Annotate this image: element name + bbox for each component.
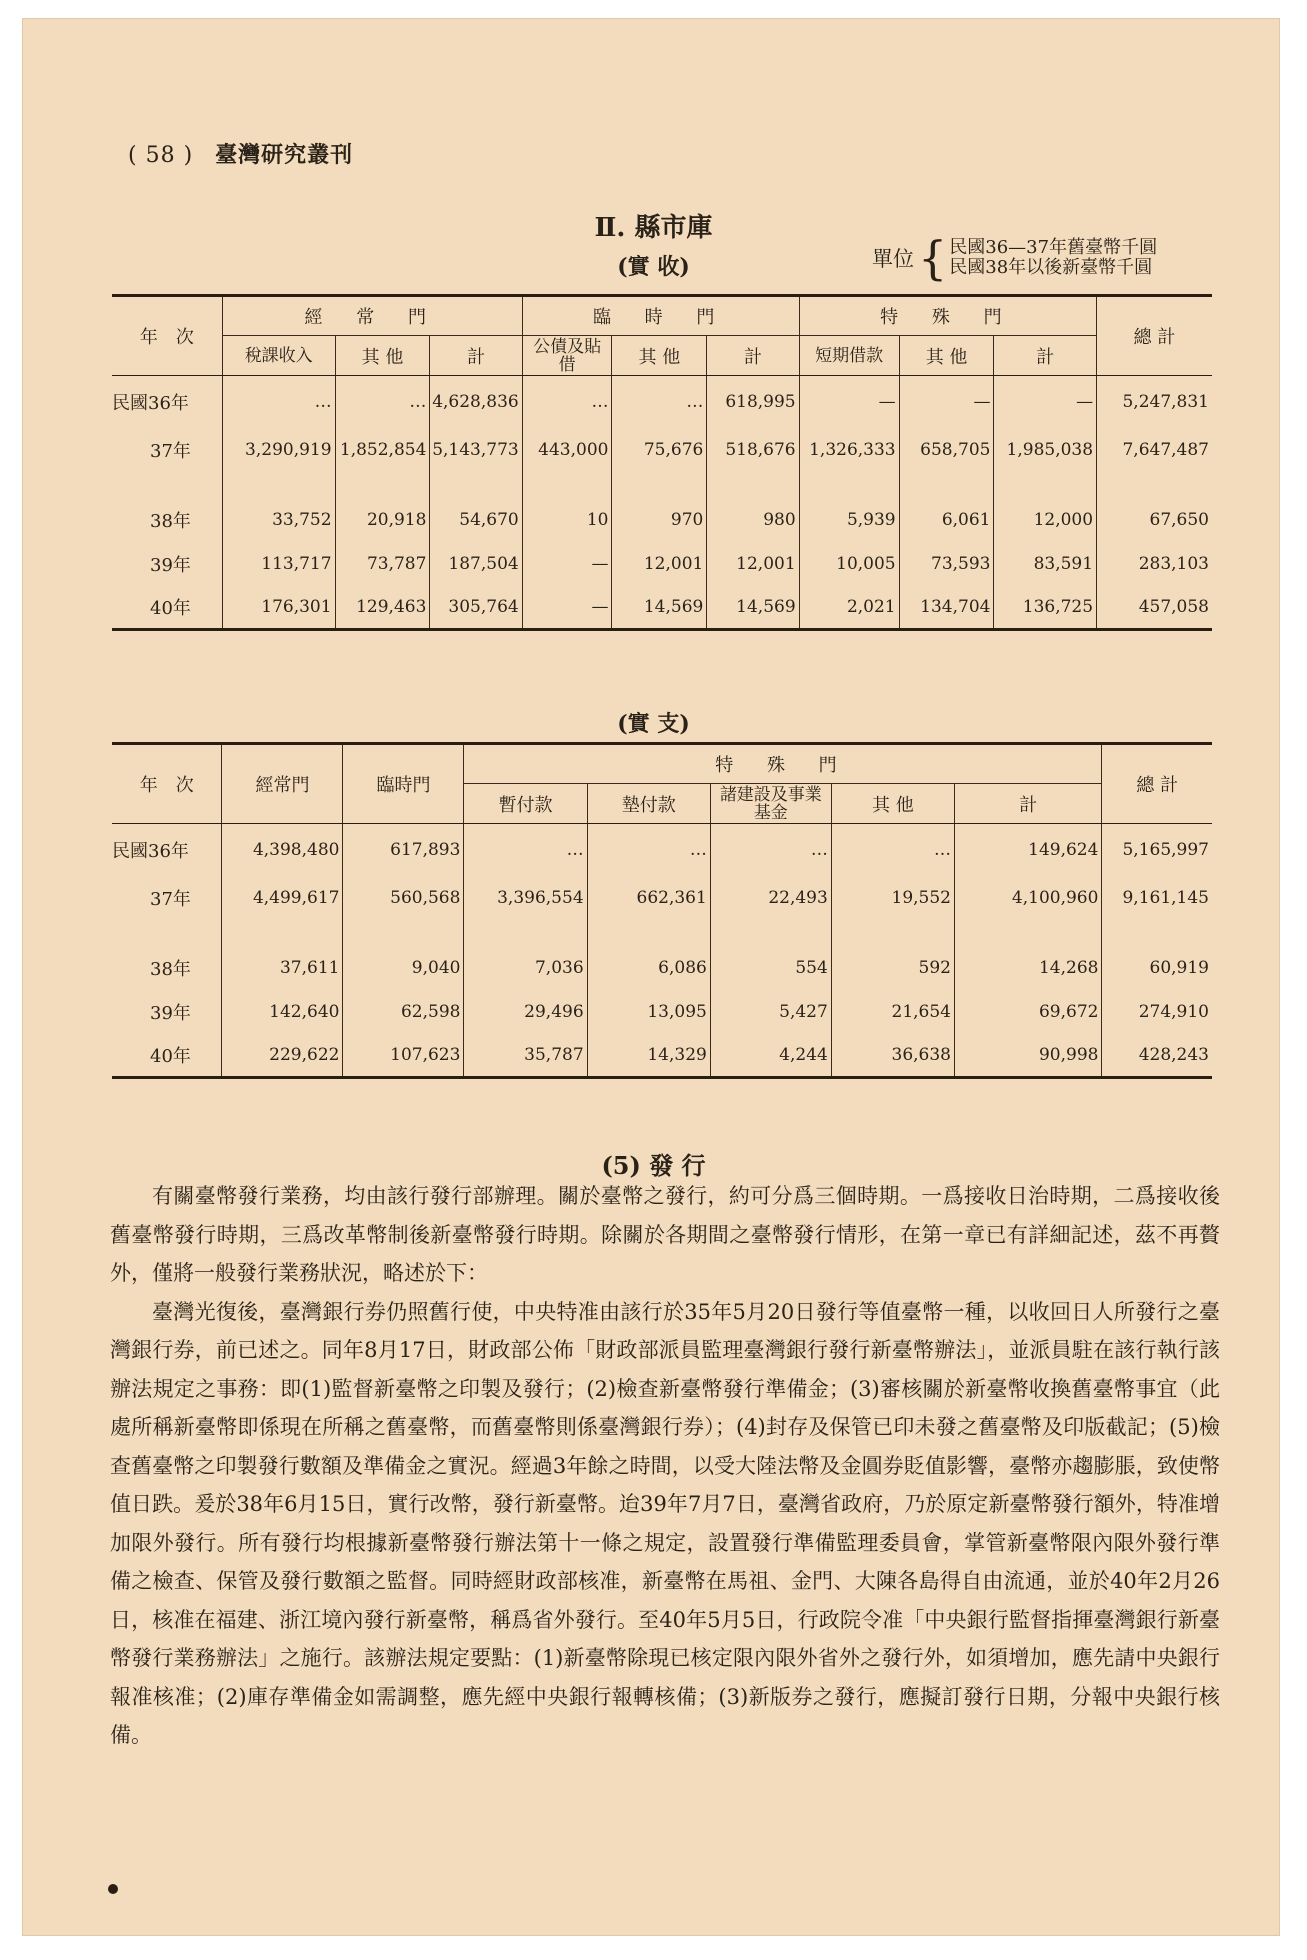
section-title: Ⅱ. 縣市庫 [594, 213, 713, 243]
spacer-cell [343, 920, 464, 946]
col-header: 其 他 [899, 336, 994, 376]
value-cell: 6,061 [899, 498, 994, 542]
value-cell: 443,000 [522, 428, 612, 472]
value-cell: 560,568 [343, 876, 464, 920]
col-header: 其 他 [335, 336, 430, 376]
page-header [128, 138, 353, 169]
spacer-cell [1097, 472, 1212, 498]
value-cell: 14,569 [612, 586, 707, 630]
value-cell: 90,998 [955, 1034, 1102, 1078]
year-header: 年 次 [112, 744, 222, 824]
value-cell: 457,058 [1097, 586, 1212, 630]
value-cell: 283,103 [1097, 542, 1212, 586]
value-cell: 14,329 [587, 1034, 710, 1078]
value-cell: 305,764 [430, 586, 522, 630]
spacer-cell [587, 920, 710, 946]
value-cell: 33,752 [222, 498, 335, 542]
value-cell: 62,598 [343, 990, 464, 1034]
value-cell: 9,040 [343, 946, 464, 990]
value-cell: … [464, 824, 587, 876]
spacer-cell [112, 472, 222, 498]
value-cell: 3,290,919 [222, 428, 335, 472]
value-cell: 35,787 [464, 1034, 587, 1078]
col-header: 暫付款 [464, 784, 587, 824]
paragraph: 有關臺幣發行業務，均由該行發行部辦理。關於臺幣之發行，約可分爲三個時期。一爲接收日治時期，二爲接收後舊臺幣發行時期，三爲改革幣制後新臺幣發行時期。除關於各期間之臺幣發行情形，在第一章已有詳細記述，茲不再贅外，僅將一般發行業務狀況，略述於下： [110, 1184, 1220, 1285]
col-header: 計 [707, 336, 799, 376]
income-table [112, 294, 1212, 631]
value-cell: 5,247,831 [1097, 376, 1212, 428]
table-row [112, 1034, 1212, 1078]
value-cell: 187,504 [430, 542, 522, 586]
spacer-cell [1102, 920, 1212, 946]
spacer-cell [222, 920, 343, 946]
value-cell: 129,463 [335, 586, 430, 630]
value-cell: 54,670 [430, 498, 522, 542]
value-cell: 13,095 [587, 990, 710, 1034]
value-cell: 1,985,038 [994, 428, 1097, 472]
value-cell: 10 [522, 498, 612, 542]
table-row [112, 946, 1212, 990]
value-cell: 83,591 [994, 542, 1097, 586]
table-row [112, 428, 1212, 472]
brace-icon: { [918, 231, 948, 285]
col-header: 計 [955, 784, 1102, 824]
group-header: 特 殊 門 [464, 744, 1102, 784]
value-cell: 662,361 [587, 876, 710, 920]
unit-line: 民國38年以後新臺幣千圓 [949, 257, 1153, 278]
value-cell: … [522, 376, 612, 428]
spacer-cell [222, 472, 335, 498]
year-cell: 民國36年 [112, 392, 189, 414]
value-cell: 1,326,333 [799, 428, 899, 472]
paragraph: 臺灣光復後，臺灣銀行券仍照舊行使，中央特准由該行於35年5月20日發行等值臺幣一種，以收回日人所發行之臺灣銀行券，前已述之。同年8月17日，財政部公佈「財政部派員監理臺灣銀行發行新臺幣辦法」，並派員駐在該行執行該辦法規定之事務：即(1)監督新臺幣之印製及發行；(2)檢查新臺幣發行準備金；(3)審核關於新臺幣收換舊臺幣事宜（此處所稱新臺幣即係現在所稱之舊臺幣，而舊臺幣則係臺灣銀行券）；(4)封存及保管已印未發之舊臺幣及印版截記；(5)檢查舊臺幣之印製發行數額及準備金之實況。經過3年餘之時間，以受大陸法幣及金圓券貶值影響，臺幣亦趨膨脹，致使幣值日跌。爰於38年6月15日，實行改幣，發行新臺幣。迨39年7月7日，臺灣省政府，乃於原定新臺幣發行額外，特准增加限外發行。所有發行均根據新臺幣發行辦法第十一條之規定，設置發行準備監理委員會，掌管新臺幣限內限外發行準備之檢查、保管及發行數額之監督。同時經財政部核准，新臺幣在馬祖、金門、大陳各島得自由流通，並於40年2月26日，核准在福建、浙江境內發行新臺幣，稱爲省外發行。至40年5月5日，行政院令准「中央銀行監督指揮臺灣銀行新臺幣發行業務辦法」之施行。該辦法規定要點：(1)新臺幣除現已核定限內限外省外之發行外，如須增加，應先請中央銀行報准核准；(2)庫存準備金如需調整，應先經中央銀行報轉核備；(3)新版券之發行，應擬訂發行日期，分報中央銀行核備。 [110, 1299, 1220, 1747]
value-cell: 14,268 [955, 946, 1102, 990]
year-cell: 39年 [150, 1002, 191, 1024]
value-cell: 75,676 [612, 428, 707, 472]
value-cell: 5,165,997 [1102, 824, 1212, 876]
expense-subtitle: (實 支) [617, 711, 690, 737]
unit-note [872, 231, 1158, 285]
year-cell: 民國36年 [112, 840, 189, 862]
col-header: 短期借款 [799, 336, 899, 376]
value-cell: 229,622 [222, 1034, 343, 1078]
table-row [112, 990, 1212, 1034]
spacer-cell [994, 472, 1097, 498]
section5-title: (5) 發 行 [601, 1151, 706, 1180]
year-cell: 39年 [150, 554, 191, 576]
spacer-cell [831, 920, 954, 946]
income-rows [112, 376, 1212, 630]
value-cell: 21,654 [831, 990, 954, 1034]
value-cell: 4,628,836 [430, 376, 522, 428]
value-cell: — [522, 542, 612, 586]
value-cell: 14,569 [707, 586, 799, 630]
value-cell: 20,918 [335, 498, 430, 542]
table-row [112, 542, 1212, 586]
value-cell: 142,640 [222, 990, 343, 1034]
income-subtitle: (實 收) [617, 254, 690, 280]
spacer-cell [799, 472, 899, 498]
table-row [112, 824, 1212, 876]
spacer-cell [464, 920, 587, 946]
total-header: 總 計 [1102, 744, 1212, 824]
year-cell: 38年 [150, 958, 191, 980]
expense-table [112, 742, 1212, 1079]
col-header: 其 他 [831, 784, 954, 824]
value-cell: … [831, 824, 954, 876]
spacer-cell [522, 472, 612, 498]
value-cell: — [799, 376, 899, 428]
value-cell: 4,100,960 [955, 876, 1102, 920]
col-header: 稅課收入 [222, 336, 335, 376]
table-row [112, 376, 1212, 428]
value-cell: 60,919 [1102, 946, 1212, 990]
value-cell: 67,650 [1097, 498, 1212, 542]
value-cell: 2,021 [799, 586, 899, 630]
value-cell: 12,000 [994, 498, 1097, 542]
value-cell: 113,717 [222, 542, 335, 586]
value-cell: 149,624 [955, 824, 1102, 876]
spacer-cell [710, 920, 831, 946]
value-cell: … [710, 824, 831, 876]
spacer-cell [430, 472, 522, 498]
unit-label: 單位 [872, 247, 914, 271]
value-cell: 3,396,554 [464, 876, 587, 920]
spacer-cell [899, 472, 994, 498]
table-row [112, 586, 1212, 630]
value-cell: 136,725 [994, 586, 1097, 630]
value-cell: 36,638 [831, 1034, 954, 1078]
body-text [110, 1177, 1220, 1755]
year-cell: 40年 [112, 586, 222, 630]
value-cell: 5,427 [710, 990, 831, 1034]
spacer-cell [707, 472, 799, 498]
col-header: 墊付款 [587, 784, 710, 824]
table-row [112, 876, 1212, 920]
group-header: 特 殊 門 [799, 296, 1096, 336]
value-cell: — [899, 376, 994, 428]
year-header: 年 次 [112, 296, 222, 376]
value-cell: 10,005 [799, 542, 899, 586]
col-header: 其 他 [612, 336, 707, 376]
total-header: 總 計 [1097, 296, 1212, 376]
group-header: 經 常 門 [222, 296, 522, 336]
value-cell: 12,001 [707, 542, 799, 586]
value-cell: … [222, 376, 335, 428]
col-header: 計 [430, 336, 522, 376]
value-cell: 69,672 [955, 990, 1102, 1034]
journal-title: 臺灣研究叢刊 [215, 142, 354, 168]
value-cell: 12,001 [612, 542, 707, 586]
value-cell: 107,623 [343, 1034, 464, 1078]
value-cell: 5,143,773 [430, 428, 522, 472]
value-cell: 73,787 [335, 542, 430, 586]
value-cell: — [994, 376, 1097, 428]
spacer-row [112, 472, 1212, 498]
value-cell: 4,244 [710, 1034, 831, 1078]
year-cell: 37年 [150, 888, 191, 910]
value-cell: 554 [710, 946, 831, 990]
value-cell: 22,493 [710, 876, 831, 920]
value-cell: 618,995 [707, 376, 799, 428]
value-cell: 4,398,480 [222, 824, 343, 876]
value-cell: … [335, 376, 430, 428]
value-cell: 37,611 [222, 946, 343, 990]
value-cell: 176,301 [222, 586, 335, 630]
page-number: ( 58 ) [128, 143, 194, 168]
col-header-regular: 經常門 [222, 744, 343, 824]
value-cell: 658,705 [899, 428, 994, 472]
spacer-cell [335, 472, 430, 498]
value-cell: 1,852,854 [335, 428, 430, 472]
value-cell: 5,939 [799, 498, 899, 542]
value-cell: 9,161,145 [1102, 876, 1212, 920]
year-cell: 38年 [150, 510, 191, 532]
value-cell: — [522, 586, 612, 630]
spacer-cell [612, 472, 707, 498]
group-header: 臨 時 門 [522, 296, 799, 336]
col-header: 公債及貼借 [522, 336, 612, 376]
value-cell: … [587, 824, 710, 876]
spacer-row [112, 920, 1212, 946]
col-header-temp: 臨時門 [343, 744, 464, 824]
unit-line: 民國36—37年舊臺幣千圓 [949, 237, 1158, 258]
value-cell: 617,893 [343, 824, 464, 876]
bullet-dot [108, 1884, 118, 1894]
value-cell: 29,496 [464, 990, 587, 1034]
value-cell: 980 [707, 498, 799, 542]
spacer-cell [112, 920, 222, 946]
value-cell: 428,243 [1102, 1034, 1212, 1078]
value-cell: 274,910 [1102, 990, 1212, 1034]
value-cell: 592 [831, 946, 954, 990]
year-cell: 40年 [112, 1034, 222, 1078]
value-cell: 134,704 [899, 586, 994, 630]
value-cell: 7,647,487 [1097, 428, 1212, 472]
value-cell: … [612, 376, 707, 428]
col-header: 計 [994, 336, 1097, 376]
value-cell: 7,036 [464, 946, 587, 990]
value-cell: 19,552 [831, 876, 954, 920]
value-cell: 518,676 [707, 428, 799, 472]
value-cell: 73,593 [899, 542, 994, 586]
col-header: 諸建設及事業基金 [710, 784, 831, 824]
value-cell: 970 [612, 498, 707, 542]
expense-rows [112, 824, 1212, 1078]
spacer-cell [955, 920, 1102, 946]
value-cell: 4,499,617 [222, 876, 343, 920]
table-row [112, 498, 1212, 542]
value-cell: 6,086 [587, 946, 710, 990]
year-cell: 37年 [150, 440, 191, 462]
